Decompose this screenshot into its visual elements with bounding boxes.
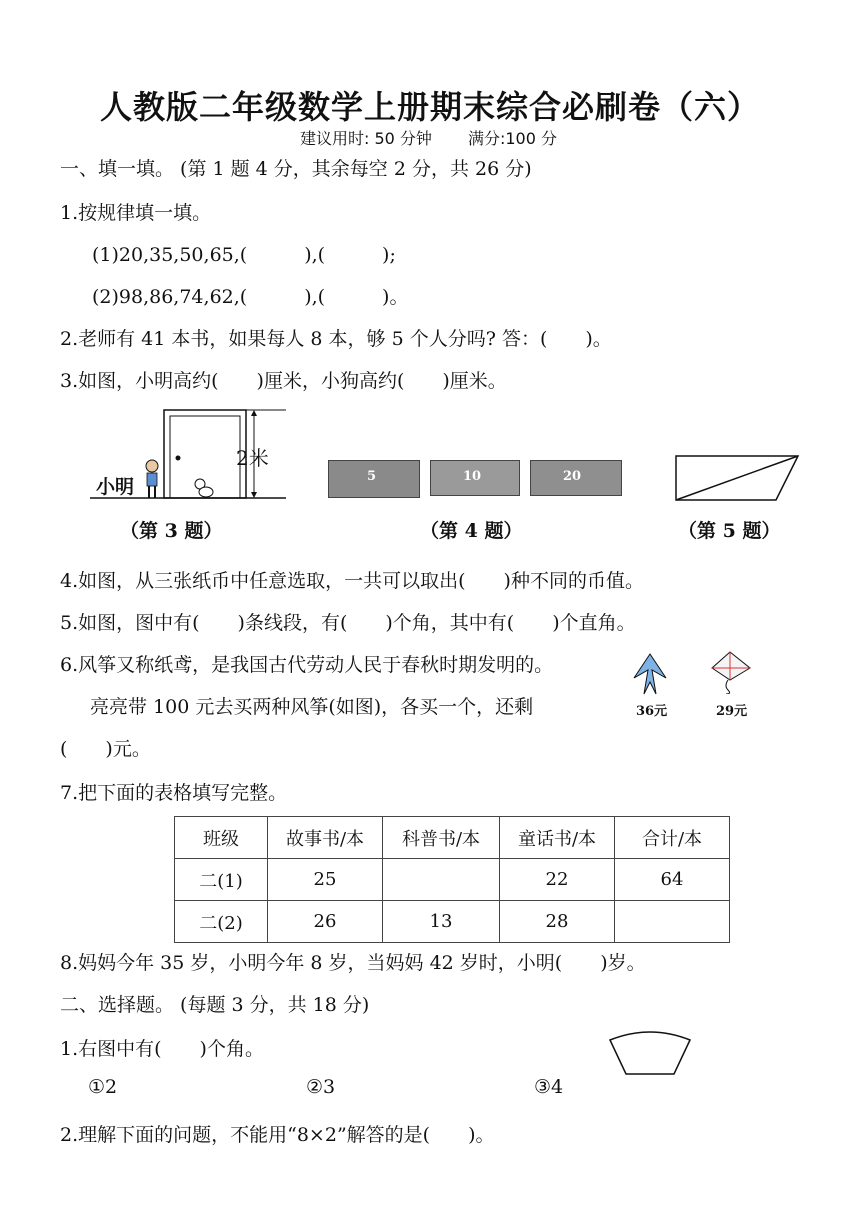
- table-cell: 25: [268, 859, 383, 901]
- banknote-5: 5: [328, 460, 420, 498]
- option-2[interactable]: ②3: [306, 1076, 336, 1098]
- question-2-2: 2.理解下面的问题，不能用“8×2”解答的是( )。: [60, 1124, 495, 1146]
- figure-4-caption: （第 4 题）: [420, 520, 523, 542]
- dog-icon: [195, 479, 213, 497]
- figure-3-caption: （第 3 题）: [120, 520, 223, 542]
- question-1-6-line3: ( )元。: [60, 738, 151, 760]
- page-title: 人教版二年级数学上册期末综合必刷卷（六）: [99, 88, 760, 126]
- banknote-10: 10: [430, 460, 520, 496]
- question-1-5: 5.如图，图中有( )条线段，有( )个角，其中有( )个直角。: [60, 612, 636, 634]
- section1-heading: 一、填一填。 (第 1 题 4 分，其余每空 2 分，共 26 分): [60, 158, 532, 180]
- option-3[interactable]: ③4: [534, 1076, 564, 1098]
- question-1-1a: (1)20,35,50,65,( ),( );: [92, 244, 396, 266]
- question-1-6-line1: 6.风筝又称纸鸢，是我国古代劳动人民于春秋时期发明的。: [60, 654, 554, 676]
- suggested-time: 建议用时: 50 分钟: [300, 129, 432, 148]
- boy-icon: [146, 460, 158, 498]
- full-score: 满分:100 分: [467, 129, 557, 148]
- subtitle: [300, 126, 557, 149]
- table-header: 科普书/本: [383, 817, 500, 859]
- swallow-kite-icon: [630, 648, 670, 698]
- question-1-7: 7.把下面的表格填写完整。: [60, 782, 288, 804]
- question-1-1b: (2)98,86,74,62,( ),( )。: [92, 286, 409, 308]
- table-header-row: [175, 817, 730, 859]
- question-1-3: 3.如图，小明高约( )厘米，小狗高约( )厘米。: [60, 370, 507, 392]
- height-2m-label: 2米: [236, 446, 269, 470]
- table-cell-blank[interactable]: [615, 901, 730, 943]
- xiaoming-label: 小明: [96, 476, 135, 498]
- kite-price-2: 29元: [716, 704, 748, 719]
- section2-heading: 二、选择题。 (每题 3 分，共 18 分): [60, 994, 370, 1016]
- table-row: [175, 901, 730, 943]
- question-1-1: 1.按规律填一填。: [60, 202, 212, 224]
- table-cell: 二(2): [175, 901, 268, 943]
- question-1-8: 8.妈妈今年 35 岁，小明今年 8 岁，当妈妈 42 岁时，小明( )岁。: [60, 952, 646, 974]
- table-cell: 22: [500, 859, 615, 901]
- table-header: 合计/本: [615, 817, 730, 859]
- figure-5-caption: （第 5 题）: [678, 520, 781, 542]
- question-2-1: 1.右图中有( )个角。: [60, 1038, 264, 1060]
- banknote-20: 20: [530, 460, 622, 496]
- table-header: 故事书/本: [268, 817, 383, 859]
- table-cell: 13: [383, 901, 500, 943]
- books-table: [174, 816, 730, 943]
- table-row: [175, 859, 730, 901]
- table-cell: 26: [268, 901, 383, 943]
- question-1-4: 4.如图，从三张纸币中任意选取，一共可以取出( )种不同的币值。: [60, 570, 644, 592]
- table-cell: 64: [615, 859, 730, 901]
- diamond-kite-icon: [708, 650, 752, 694]
- fan-shape-figure: [606, 1030, 694, 1078]
- table-header: 班级: [175, 817, 268, 859]
- figure-5-shape: [672, 452, 802, 504]
- table-header: 童话书/本: [500, 817, 615, 859]
- table-cell: 二(1): [175, 859, 268, 901]
- question-1-2: 2.老师有 41 本书，如果每人 8 本，够 5 个人分吗? 答：( )。: [60, 328, 612, 350]
- option-1[interactable]: ①2: [88, 1076, 118, 1098]
- kite-price-1: 36元: [636, 704, 668, 719]
- question-1-6-line2: 亮亮带 100 元去买两种风筝(如图)，各买一个，还剩: [90, 696, 534, 718]
- table-cell: 28: [500, 901, 615, 943]
- table-cell-blank[interactable]: [383, 859, 500, 901]
